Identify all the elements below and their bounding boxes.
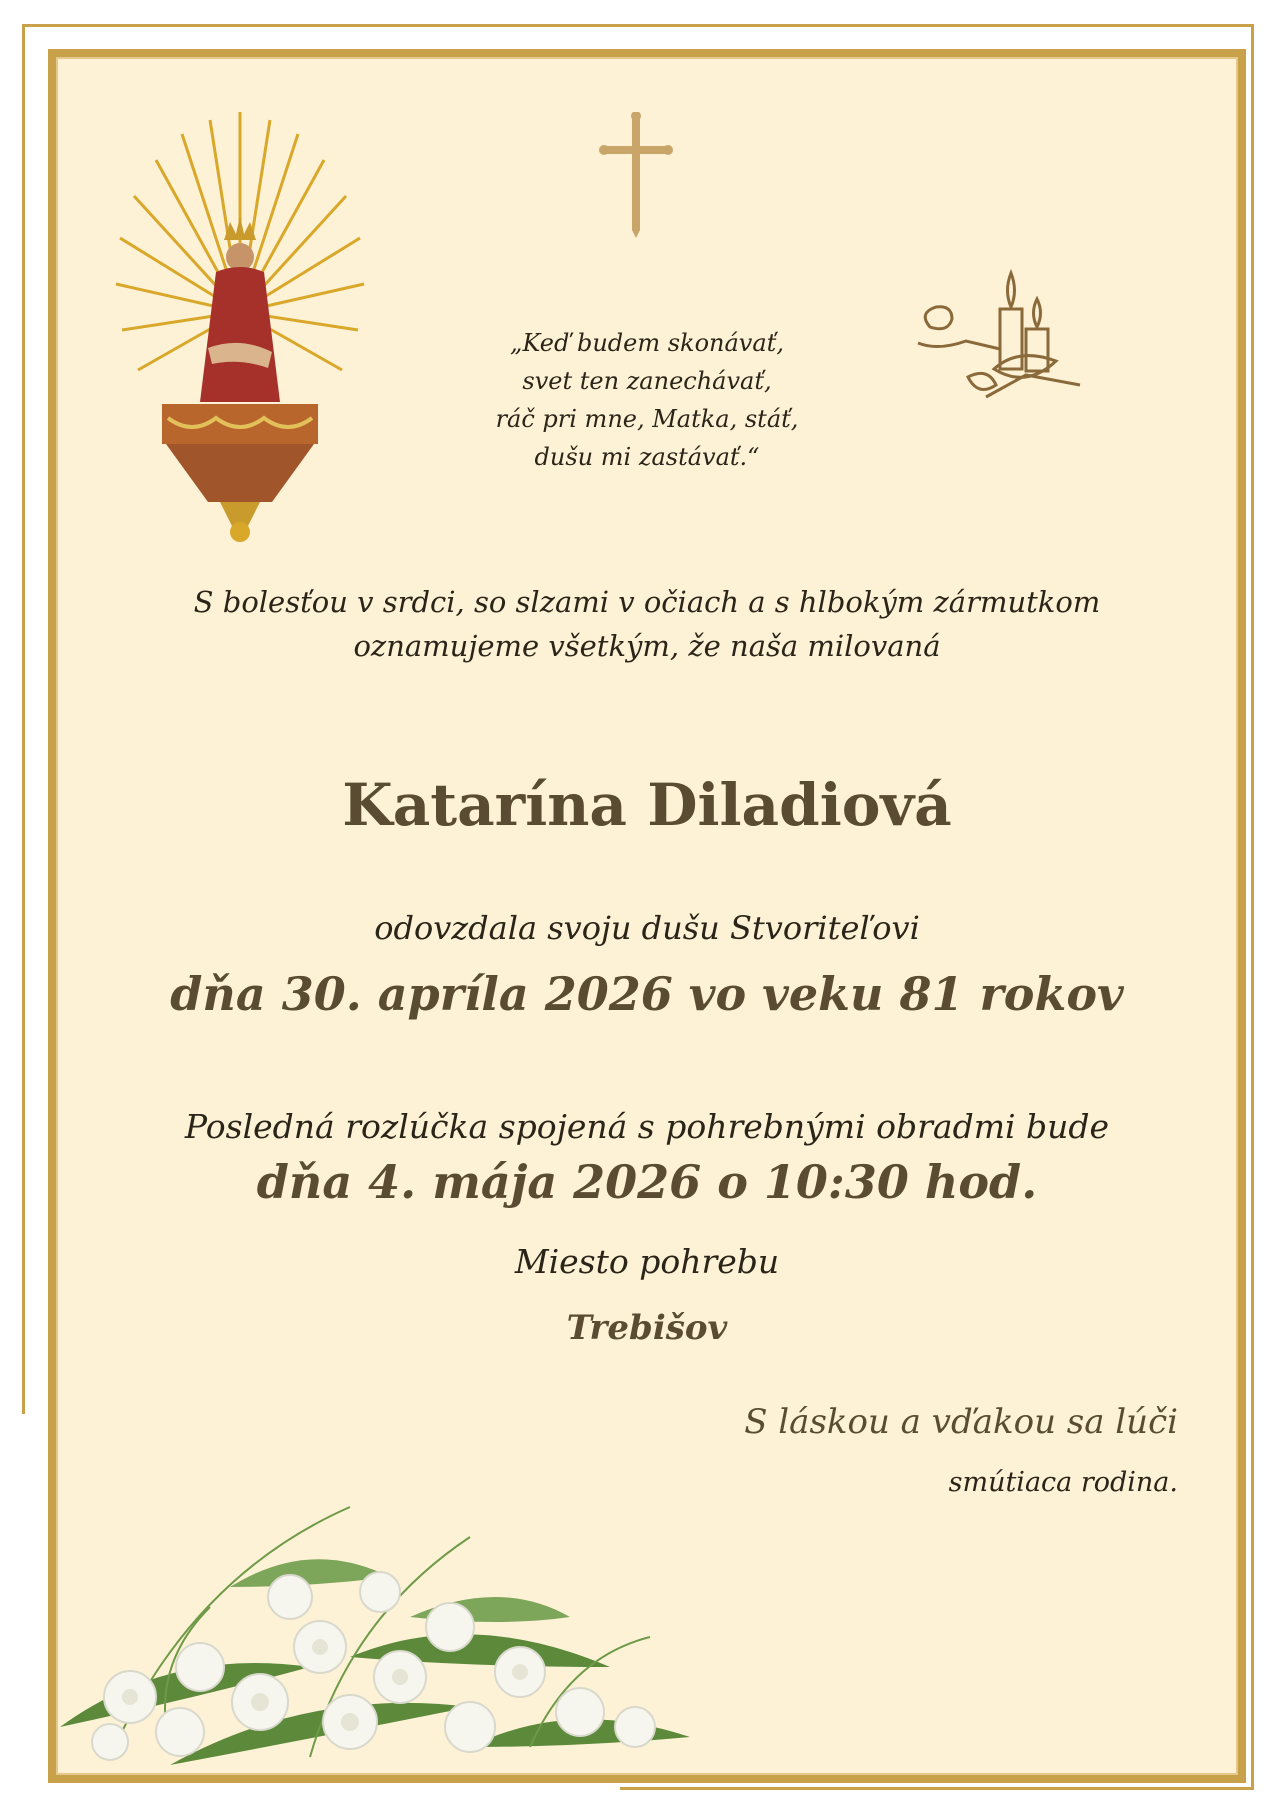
funeral-place: Trebišov [566,1308,728,1348]
intro-line-1: S bolesťou v srdci, so slzami v očiach a s hlbokým zármutkom [193,585,1101,619]
madonna-head [226,243,254,271]
death-text: odovzdala svoju dušu Stvoriteľovi [374,909,920,947]
quote-line-2: svet ten zanechávať, [522,367,772,395]
pedestal-knob [230,522,250,542]
obituary-card [48,49,1246,1783]
closing-line-2: smútiaca rodina. [948,1467,1178,1498]
funeral-date-line: dňa 4. mája 2026 o 10:30 hod. [256,1155,1038,1209]
outer-frame-top [22,24,1254,27]
white-flowers-image [50,1497,720,1775]
intro-line-2: oznamujeme všetkým, že naša milovaná [353,629,941,663]
death-date-line: dňa 30. apríla 2026 vo veku 81 rokov [170,967,1124,1021]
quote-line-4: dušu mi zastávať.“ [534,443,760,471]
funeral-place-label: Miesto pohrebu [514,1242,780,1281]
deceased-name: Katarína Diladiová [342,771,952,839]
cross-icon [596,112,676,242]
closing-line-1: S láskou a vďakou sa lúči [744,1402,1178,1442]
funeral-text: Posledná rozlúčka spojená s pohrebnými obradmi bude [184,1107,1110,1146]
outer-frame-right [1251,24,1254,1790]
quote-line-1: „Keď budem skonávať, [510,329,784,357]
outer-frame-bottom [620,1787,1254,1790]
quote-line-3: ráč pri mne, Matka, stáť, [495,405,799,433]
outer-frame-left [22,24,25,1414]
crown [224,216,256,240]
